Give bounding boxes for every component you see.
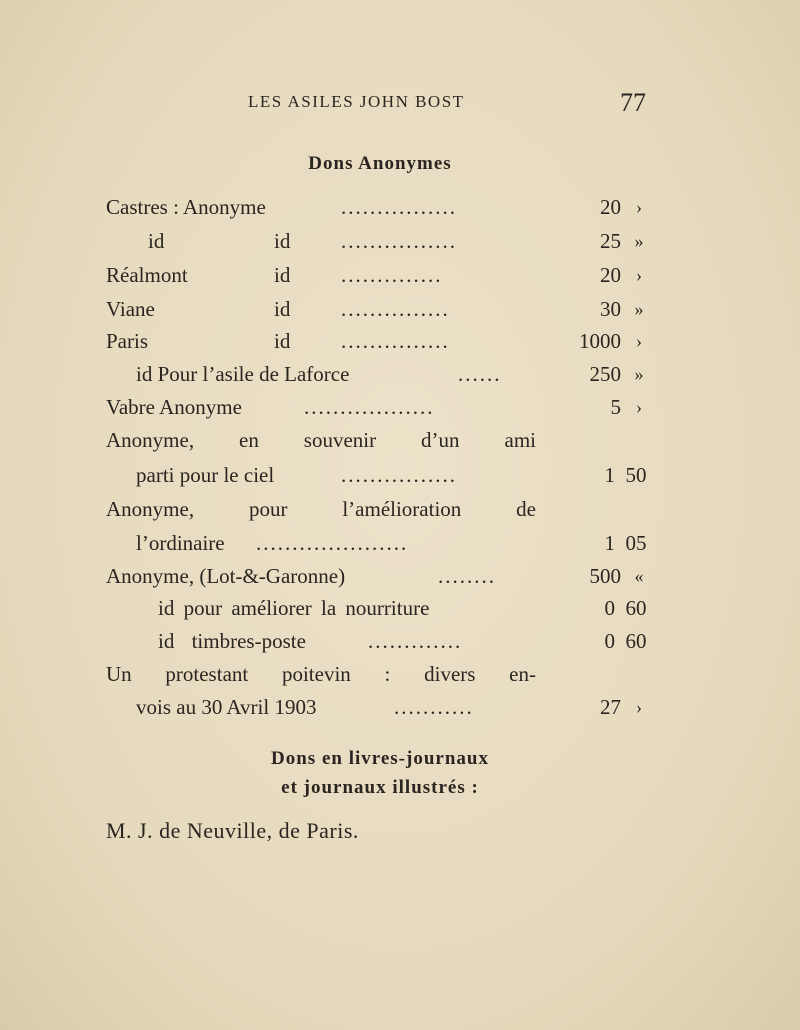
entry-cents: 60 — [625, 596, 647, 620]
entry-label: Paris — [106, 329, 148, 353]
entry-cents: 60 — [625, 629, 647, 653]
entry-label: Vabre Anonyme — [106, 395, 242, 419]
entry-row — [106, 260, 651, 290]
entry-label: Anonyme, (Lot-&-Garonne) — [106, 564, 346, 588]
entry-row — [106, 561, 651, 591]
entry-label-secondary: id — [274, 329, 291, 353]
entry-amount: 0 — [604, 596, 615, 620]
entry-cents: 50 — [625, 463, 647, 487]
entry-mark: › — [636, 331, 642, 351]
entry-mark: › — [636, 197, 642, 217]
entry-amount: 20 — [600, 195, 621, 219]
dot-leader: ........... — [394, 695, 474, 719]
dot-leader: ...... — [458, 362, 502, 386]
donor-line: M. J. de Neuville, de Paris. — [106, 818, 359, 843]
dot-leader: ............... — [341, 329, 450, 353]
section-title-books-line2: et journaux illustrés : — [281, 777, 479, 798]
entry-amount: 27 — [600, 695, 621, 719]
dot-leader: ................ — [341, 229, 457, 253]
dot-leader: ............... — [341, 297, 450, 321]
dot-leader: ................ — [341, 195, 457, 219]
entry-row — [106, 359, 651, 389]
entry-row — [106, 226, 651, 256]
entry-cents: 05 — [625, 531, 647, 555]
entry-label: Réalmont — [106, 263, 188, 287]
entry-row — [106, 326, 651, 356]
entry-row — [106, 392, 651, 422]
dot-leader: .................. — [304, 395, 435, 419]
entry-amount: 30 — [600, 297, 621, 321]
section-title-anonymous-gifts: Dons Anonymes — [308, 153, 452, 174]
entry-row — [106, 593, 651, 623]
entry-mark: » — [634, 231, 644, 251]
entry-label: Castres : Anonyme — [106, 195, 266, 219]
entry-mark: » — [634, 364, 644, 384]
entry-label-line: Anonyme, en souvenir d’un ami — [106, 428, 536, 452]
entry-label-secondary: id — [274, 229, 291, 253]
entry-mark: › — [636, 697, 642, 717]
dot-leader: .............. — [341, 263, 443, 287]
entry-label: id Pour l’asile de Laforce — [136, 362, 350, 386]
dot-leader: ............. — [368, 629, 463, 653]
entry-label: Viane — [106, 297, 155, 321]
entry-amount: 20 — [600, 263, 621, 287]
entry-row — [106, 460, 651, 490]
entry-amount: 0 — [604, 629, 615, 653]
entry-row — [106, 626, 651, 656]
running-title: LES ASILES JOHN BOST — [248, 92, 465, 111]
entry-label-secondary: id — [274, 263, 291, 287]
entry-mark: › — [636, 265, 642, 285]
entry-amount: 1 — [604, 463, 615, 487]
entry-label-secondary: id — [274, 297, 291, 321]
entry-amount: 250 — [589, 362, 621, 386]
entry-mark: » — [634, 299, 644, 319]
entry-label-line: Un protestant poitevin : divers en- — [106, 662, 536, 686]
entry-mark: › — [636, 397, 642, 417]
entry-label: parti pour le ciel — [136, 463, 275, 487]
entry-label: l’ordinaire — [136, 531, 225, 555]
entry-row — [106, 528, 651, 558]
section-title-books-line1: Dons en livres-journaux — [271, 748, 489, 769]
entry-label: id pour améliorer la nourriture — [158, 596, 430, 620]
entry-label: id — [148, 229, 165, 253]
dot-leader: ..................... — [256, 531, 409, 555]
entry-amount: 25 — [600, 229, 621, 253]
entry-amount: 500 — [589, 564, 621, 588]
entry-row — [106, 192, 651, 222]
entry-row — [106, 692, 651, 722]
entry-amount: 1 — [604, 531, 615, 555]
entry-amount: 1000 — [579, 329, 621, 353]
entry-amount: 5 — [610, 395, 621, 419]
entry-row — [106, 294, 651, 324]
page-number: 77 — [620, 88, 646, 117]
entry-label-line: Anonyme, pour l’amélioration de — [106, 497, 536, 521]
entry-label: vois au 30 Avril 1903 — [136, 695, 317, 719]
entry-label: id timbres-poste — [158, 629, 306, 653]
dot-leader: ........ — [438, 564, 496, 588]
dot-leader: ................ — [341, 463, 457, 487]
entry-mark: « — [634, 566, 644, 586]
